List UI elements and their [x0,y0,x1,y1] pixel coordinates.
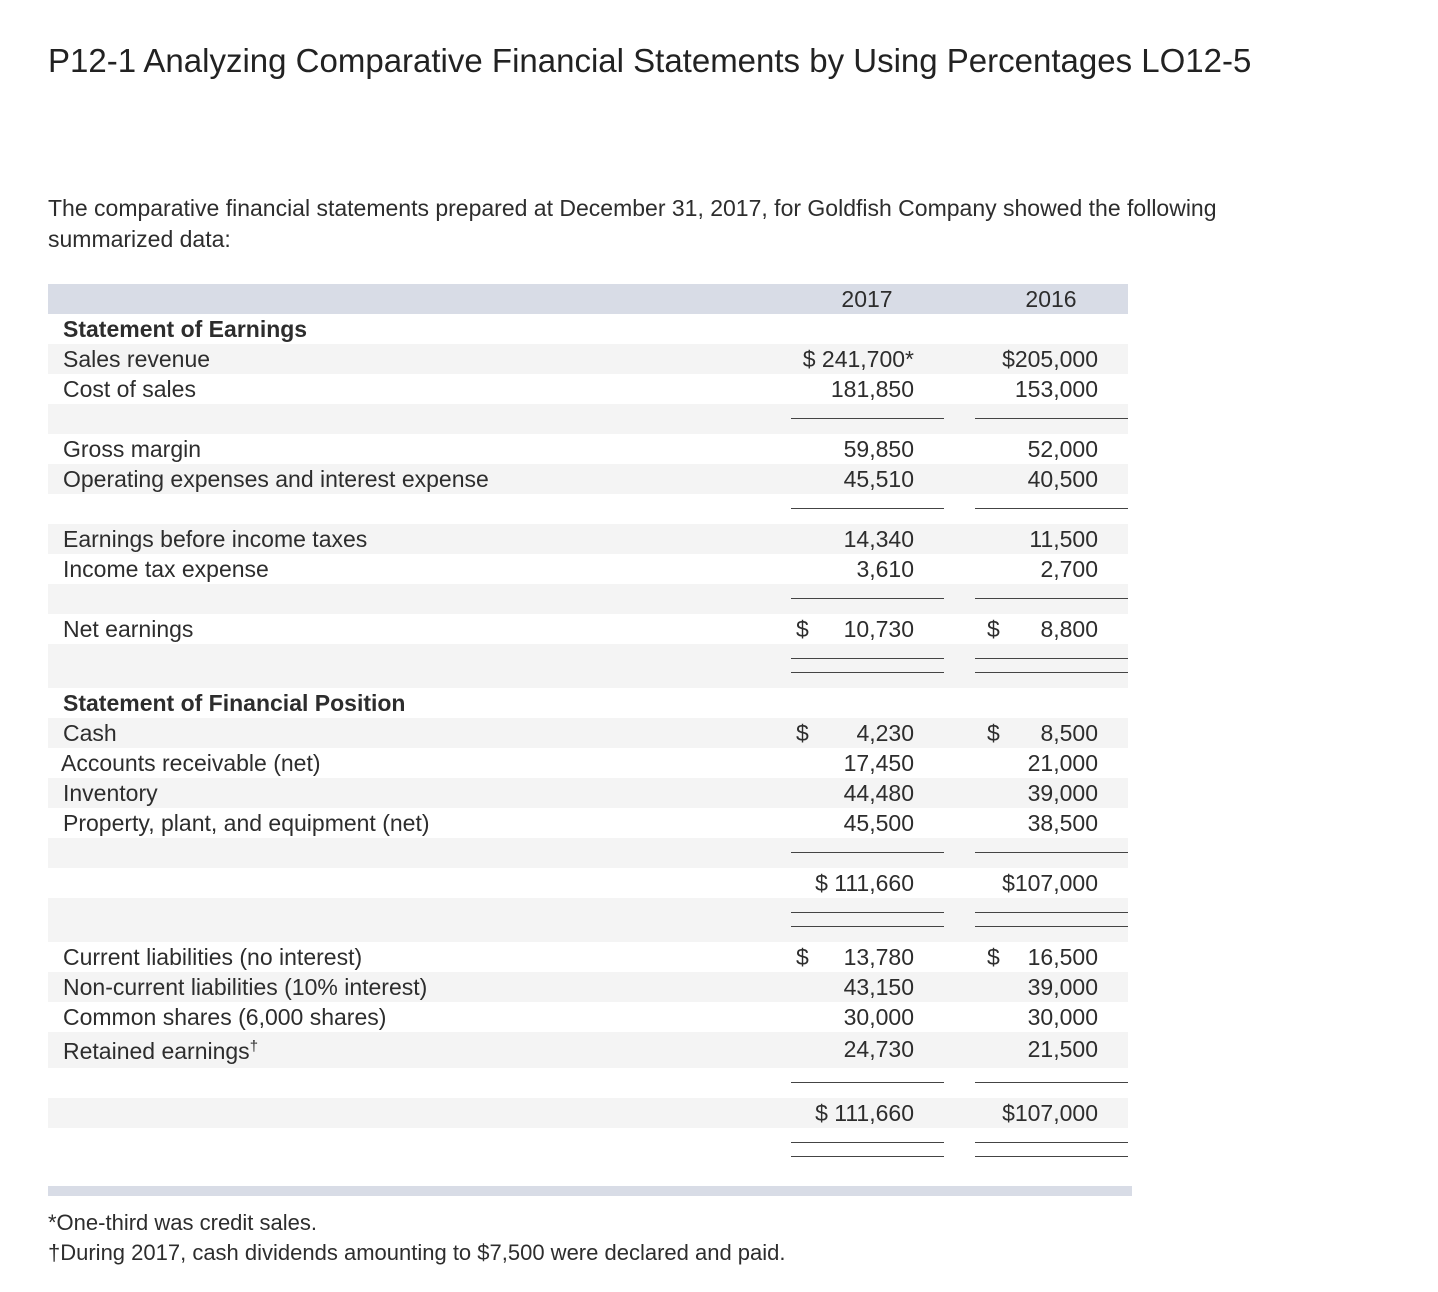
currency-symbol: $ [796,720,809,746]
total-liab-equity-2017: $ 111,660 [815,1100,914,1126]
intro-text: The comparative financial statements prepared at December 31, 2017, for Goldfish Company showed the following summarized data: [48,195,1217,252]
double-rule [975,1156,1128,1157]
income-tax-2016: 2,700 [1040,556,1098,582]
noncurrent-liabilities-2017: 43,150 [843,974,914,1000]
ppe-2016: 38,500 [1027,810,1098,836]
ebit-2016: 11,500 [1029,526,1098,552]
row-band [48,584,1128,614]
total-assets-2017: $ 111,660 [815,870,914,896]
noncurrent-liabilities-2016: 39,000 [1027,974,1098,1000]
retained-earnings-2017: 24,730 [843,1036,914,1062]
common-shares-2016: 30,000 [1027,1004,1098,1030]
double-rule [791,1156,944,1157]
sales-revenue-2017: $ 241,700* [802,346,914,372]
cost-of-sales-label: Cost of sales [63,376,196,402]
row-band [48,644,1128,688]
double-rule [791,1142,944,1143]
cash-label: Cash [63,720,117,746]
subtotal-rule [975,418,1128,419]
gross-margin-label: Gross margin [63,436,202,462]
inventory-2017: 44,480 [843,780,914,806]
position-heading: Statement of Financial Position [63,690,406,716]
double-rule [975,926,1128,927]
cost-of-sales-2017: 181,850 [830,376,914,402]
double-rule [975,1142,1128,1143]
subtotal-rule [791,508,944,509]
ebit-label: Earnings before income taxes [63,526,368,552]
earnings-heading: Statement of Earnings [63,316,308,342]
subtotal-rule [975,598,1128,599]
current-liabilities-2017: 13,780 [843,944,914,970]
row-band [48,404,1128,434]
sales-revenue-label: Sales revenue [63,346,211,372]
cost-of-sales-2016: 153,000 [1014,376,1098,402]
subtotal-rule [791,852,944,853]
operating-expenses-label: Operating expenses and interest expense [63,466,489,492]
currency-symbol: $ [987,616,1000,642]
currency-symbol: $ [796,944,809,970]
row-band [48,838,1128,868]
noncurrent-liabilities-label: Non-current liabilities (10% interest) [63,974,428,1000]
ebit-2017: 14,340 [843,526,914,552]
ppe-label: Property, plant, and equipment (net) [63,810,430,836]
table-footer-bar [48,1186,1132,1196]
current-liabilities-label: Current liabilities (no interest) [63,944,363,970]
double-rule [791,926,944,927]
retained-earnings-label: Retained earnings [63,1038,250,1064]
subtotal-rule [975,508,1128,509]
common-shares-2017: 30,000 [843,1004,914,1030]
double-rule [791,672,944,673]
page-title: P12-1 Analyzing Comparative Financial Statements by Using Percentages LO12-5 [48,42,1252,79]
current-liabilities-2016: 16,500 [1027,944,1098,970]
cash-2017: 4,230 [856,720,914,746]
subtotal-rule [791,598,944,599]
income-tax-label: Income tax expense [63,556,269,582]
dagger-marker: † [249,1038,259,1055]
receivables-label: Accounts receivable (net) [61,750,321,776]
double-rule [975,658,1128,659]
receivables-2016: 21,000 [1027,750,1098,776]
net-earnings-2016: 8,800 [1040,616,1098,642]
common-shares-label: Common shares (6,000 shares) [63,1004,387,1030]
income-tax-2017: 3,610 [856,556,914,582]
inventory-label: Inventory [63,780,158,806]
column-header-2017: 2017 [841,286,893,312]
currency-symbol: $ [796,616,809,642]
subtotal-rule [975,852,1128,853]
cash-2016: 8,500 [1040,720,1098,746]
currency-symbol: $ [987,944,1000,970]
operating-expenses-2017: 45,510 [843,466,914,492]
inventory-2016: 39,000 [1027,780,1098,806]
retained-earnings-row-label [63,1036,258,1066]
subtotal-rule [975,1082,1128,1083]
gross-margin-2016: 52,000 [1027,436,1098,462]
double-rule [791,658,944,659]
currency-symbol: $ [987,720,1000,746]
operating-expenses-2016: 40,500 [1027,466,1098,492]
ppe-2017: 45,500 [843,810,914,836]
double-rule [975,672,1128,673]
gross-margin-2017: 59,850 [843,436,914,462]
subtotal-rule [791,1082,944,1083]
row-band [48,898,1128,942]
retained-earnings-2016: 21,500 [1027,1036,1098,1062]
double-rule [975,912,1128,913]
table-header [48,284,1128,314]
total-assets-2016: $107,000 [1002,870,1098,896]
receivables-2017: 17,450 [843,750,914,776]
net-earnings-label: Net earnings [63,616,194,642]
footnote-credit-sales: *One-third was credit sales. [48,1210,317,1235]
subtotal-rule [791,418,944,419]
total-liab-equity-2016: $107,000 [1002,1100,1098,1126]
column-header-2016: 2016 [1025,286,1077,312]
double-rule [791,912,944,913]
sales-revenue-2016: $205,000 [1002,346,1098,372]
footnote-dividends: †During 2017, cash dividends amounting to $7,500 were declared and paid. [48,1240,786,1265]
net-earnings-2017: 10,730 [843,616,914,642]
